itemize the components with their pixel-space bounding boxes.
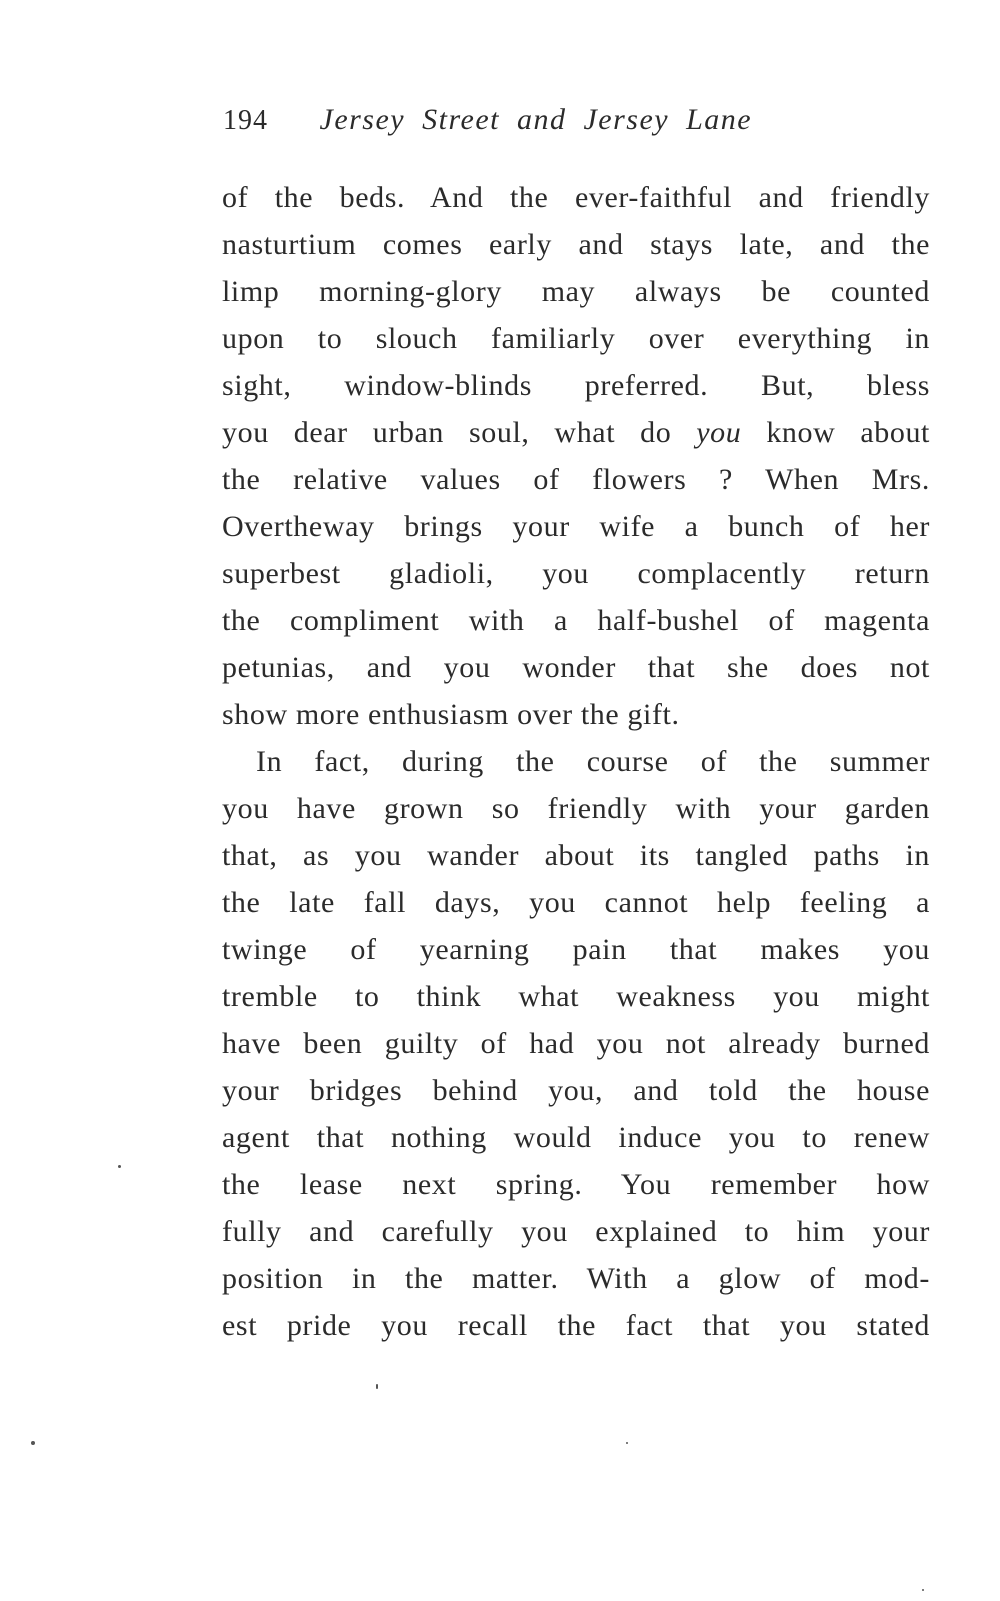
scan-speck — [626, 1442, 628, 1444]
text-line: position in the matter. With a glow of mod- — [222, 1262, 930, 1295]
text-line: upon to slouch familiarly over everything in — [222, 322, 930, 355]
text-line: agent that nothing would induce you to renew — [222, 1121, 930, 1154]
text-line: have been guilty of had you not already burned — [222, 1027, 930, 1060]
text-line: petunias, and you wonder that she does not — [222, 651, 930, 684]
text-line: the late fall days, you cannot help feeling a — [222, 886, 930, 919]
paragraph-2 — [222, 738, 930, 1349]
scan-speck — [118, 1165, 121, 1168]
text-line: you have grown so friendly with your garden — [222, 792, 930, 825]
scan-speck — [31, 1441, 35, 1445]
running-head — [223, 100, 803, 140]
italic-word: you — [696, 416, 742, 449]
text-line: tremble to think what weakness you might — [222, 980, 930, 1013]
text-line: that, as you wander about its tangled paths in — [222, 839, 930, 872]
text-line: fully and carefully you explained to him your — [222, 1215, 930, 1248]
text-line: nasturtium comes early and stays late, and the — [222, 228, 930, 261]
text-line: the relative values of flowers ? When Mrs. — [222, 463, 930, 496]
text-line-with-emphasis — [222, 409, 930, 456]
text-line: your bridges behind you, and told the house — [222, 1074, 930, 1107]
scan-speck — [376, 1384, 378, 1389]
text-line: sight, window-blinds preferred. But, bless — [222, 369, 930, 402]
text-line: superbest gladioli, you complacently return — [222, 557, 930, 590]
text-line: show more enthusiasm over the gift. — [222, 698, 680, 731]
text-line: In fact, during the course of the summer — [256, 745, 930, 778]
page-number: 194 — [223, 105, 268, 136]
text-line: limp morning-glory may always be counted — [222, 275, 930, 308]
text-line: twinge of yearning pain that makes you — [222, 933, 930, 966]
paragraph-1 — [222, 174, 930, 738]
text-line: Overtheway brings your wife a bunch of her — [222, 510, 930, 543]
text-line: of the beds. And the ever-faithful and friendly — [222, 181, 930, 214]
scan-speck — [922, 1589, 924, 1591]
text-segment: know about — [741, 416, 930, 449]
text-segment: you dear urban soul, what do — [222, 416, 697, 449]
body-text — [222, 174, 930, 1349]
text-line: est pride you recall the fact that you stated — [222, 1309, 930, 1342]
text-line: the compliment with a half-bushel of magenta — [222, 604, 930, 637]
running-title: Jersey Street and Jersey Lane — [319, 103, 753, 136]
text-line: the lease next spring. You remember how — [222, 1168, 930, 1201]
